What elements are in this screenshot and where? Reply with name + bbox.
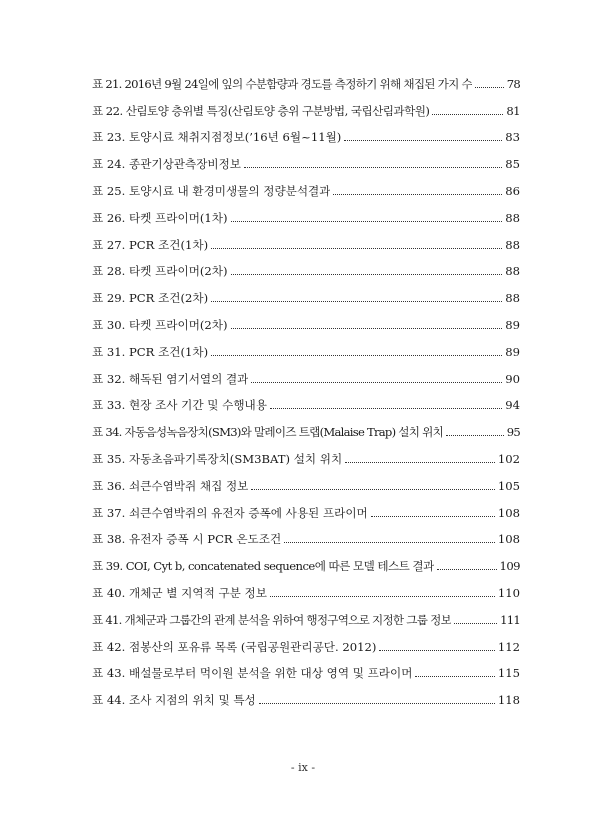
toc-entry-page-number: 78 [506,76,520,91]
toc-entry-page-number: 112 [497,639,520,654]
toc-dot-leader [270,596,495,597]
toc-entry-label: 표 40. 개체군 별 지역적 구분 정보 [92,585,267,600]
toc-entry-page-number: 108 [497,505,520,520]
toc-dot-leader [231,328,503,329]
toc-dot-leader [432,114,503,115]
toc-entry-label: 표 39. COI, Cyt b, concatenated sequence에 따른 모델 테스트 결과 [92,559,434,574]
page-number: - ix - [290,761,316,774]
toc-entry-page-number: 89 [505,317,520,332]
toc-entry-page-number: 115 [497,666,520,681]
toc-entry-label: 표 31. PCR 조건(1차) [92,344,209,359]
toc-entry-page-number: 89 [505,344,520,359]
toc-entry-label: 표 29. PCR 조건(2차) [92,291,209,306]
toc-entry [92,278,520,305]
toc-entry-page-number: 83 [505,130,520,145]
toc-dot-leader [415,676,494,677]
toc-entry-page-number: 88 [505,210,520,225]
toc-entry-label: 표 23. 토양시료 채취지점정보(’16년 6월~11월) [92,130,342,145]
toc-entry [92,305,520,332]
toc-entry-label: 표 21. 2016년 9월 24일에 잎의 수분함량과 경도를 측정하기 위해 채집된 가지 수 [92,76,472,91]
toc-entry-label: 표 35. 자동초음파기록장치(SM3BAT) 설치 위치 [92,451,343,466]
table-of-contents-list [92,64,520,707]
toc-entry [92,118,520,145]
toc-entry-label: 표 30. 타켓 프라이머(2차) [92,317,228,332]
toc-entry [92,439,520,466]
toc-entry-page-number: 105 [497,478,520,493]
toc-entry-page-number: 109 [499,559,520,574]
toc-entry [92,680,520,707]
toc-entry-label: 표 37. 쇠큰수염박쥐의 유전자 증폭에 사용된 프라이머 [92,505,368,520]
toc-entry [92,386,520,413]
toc-entry [92,520,520,547]
toc-entry [92,546,520,573]
toc-entry-label: 표 28. 타켓 프라이머(2차) [92,264,228,279]
toc-entry [92,252,520,279]
toc-dot-leader [475,87,504,88]
toc-entry-page-number: 108 [497,532,520,547]
toc-entry [92,225,520,252]
toc-dot-leader [259,703,495,704]
toc-entry-page-number: 81 [506,103,520,118]
toc-entry [92,573,520,600]
toc-dot-leader [345,462,495,463]
toc-entry-label: 표 42. 점봉산의 포유류 목록 (국립공원관리공단. 2012) [92,639,377,654]
toc-entry-page-number: 90 [505,371,520,386]
toc-dot-leader [244,167,502,168]
toc-entry-label: 표 26. 타켓 프라이머(1차) [92,210,228,225]
toc-entry-page-number: 88 [505,264,520,279]
toc-entry [92,412,520,439]
toc-entry-page-number: 85 [505,157,520,172]
toc-entry-page-number: 86 [505,183,520,198]
toc-dot-leader [437,569,497,570]
toc-entry-page-number: 88 [505,291,520,306]
toc-dot-leader [231,274,503,275]
toc-entry-label: 표 44. 조사 지점의 위치 및 특성 [92,693,256,708]
toc-entry-label: 표 25. 토양시료 내 환경미생물의 정량분석결과 [92,183,331,198]
toc-dot-leader [251,489,494,490]
toc-dot-leader [333,194,502,195]
toc-dot-leader [446,435,504,436]
toc-entry-page-number: 95 [506,425,520,440]
toc-entry-label: 표 24. 종관기상관측장비정보 [92,157,242,172]
toc-entry [92,359,520,386]
toc-dot-leader [211,355,502,356]
toc-entry [92,654,520,681]
toc-entry [92,91,520,118]
toc-dot-leader [251,382,502,383]
toc-entry-label: 표 41. 개체군과 그룹간의 관계 분석을 위하여 행정구역으로 지정한 그룹 정보 [92,612,452,627]
toc-dot-leader [231,221,503,222]
toc-entry-page-number: 102 [497,451,520,466]
toc-entry-label: 표 22. 산림토양 층위별 특징(산림토양 층위 구분방법, 국립산림과학원) [92,103,430,118]
toc-entry-label: 표 27. PCR 조건(1차) [92,237,209,252]
toc-entry [92,627,520,654]
toc-dot-leader [211,301,502,302]
toc-entry-label: 표 38. 유전자 증폭 시 PCR 온도조건 [92,532,282,547]
toc-dot-leader [284,542,495,543]
toc-entry [92,600,520,627]
toc-entry-page-number: 88 [505,237,520,252]
toc-entry-page-number: 110 [497,585,520,600]
toc-entry [92,493,520,520]
toc-entry [92,198,520,225]
toc-entry-page-number: 94 [505,398,520,413]
toc-dot-leader [371,516,495,517]
toc-entry-label: 표 34. 자동음성녹음장치(SM3)와 말레이즈 트랩(Malaise Trap) 설치 위치 [92,425,444,440]
toc-dot-leader [379,650,494,651]
toc-dot-leader [270,408,502,409]
toc-entry-label: 표 36. 쇠큰수염박쥐 채집 정보 [92,478,249,493]
toc-dot-leader [454,623,497,624]
toc-dot-leader [211,248,502,249]
toc-entry-label: 표 33. 현장 조사 기간 및 수행내용 [92,398,267,413]
toc-entry-page-number: 111 [500,612,520,627]
toc-entry [92,171,520,198]
toc-entry [92,466,520,493]
toc-entry [92,64,520,91]
toc-entry [92,332,520,359]
toc-entry-label: 표 43. 배설물로부터 먹이원 분석을 위한 대상 영역 및 프라이머 [92,666,413,681]
toc-entry-page-number: 118 [497,693,520,708]
toc-dot-leader [344,140,502,141]
toc-entry [92,144,520,171]
toc-entry-label: 표 32. 해독된 염기서열의 결과 [92,371,249,386]
